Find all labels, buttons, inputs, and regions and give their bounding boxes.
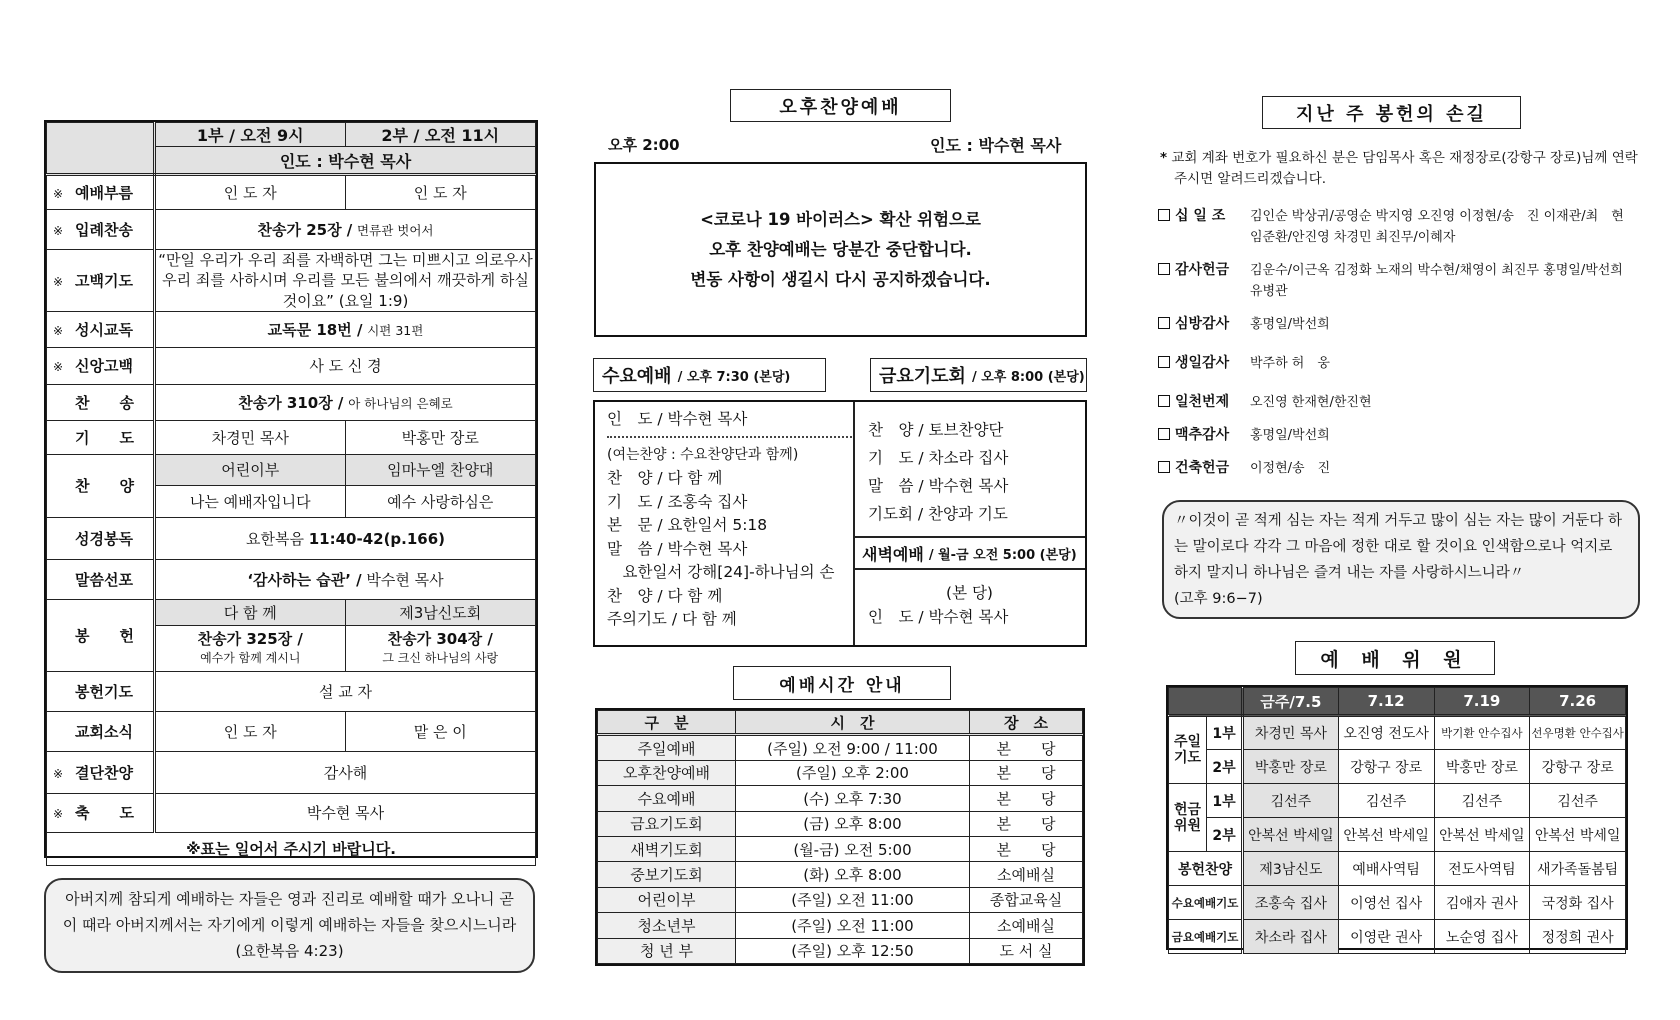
offering-names: 오진영 한재현/한진현: [1250, 395, 1372, 410]
staff-cell: 안복선 박세일: [1338, 818, 1434, 852]
row-label: ※ 결단찬양: [47, 751, 155, 793]
service-1-header: 1부 / 오전 9시: [155, 123, 346, 147]
schedule-row: [598, 862, 1083, 887]
staff-cell: 조홍숙 집사: [1243, 886, 1339, 920]
row-label: 찬 양: [47, 454, 155, 517]
row-label: 찬 송: [47, 384, 155, 420]
staff-cell: 이영선 집사: [1338, 886, 1434, 920]
afternoon-service-title: 오후찬양예배: [730, 89, 951, 122]
offering-names: 김운수/이근옥 김정화 노재의 박수현/채영이 최진무 홍명일/박선희 유병관: [1250, 263, 1623, 299]
dawn-place: (본 당): [946, 584, 993, 602]
cell: 다 함 께: [155, 599, 346, 625]
offering-item: [1158, 353, 1628, 374]
afternoon-time: 오후 2:00: [608, 136, 680, 154]
offering-names: 박주하 허 웅: [1250, 356, 1330, 371]
date-header: 7.12: [1338, 688, 1434, 716]
service-place: 본 당: [970, 735, 1083, 760]
part-label: 1부: [1207, 716, 1243, 750]
staff-row: [1169, 886, 1626, 920]
service-place: 소예배실: [970, 862, 1083, 887]
service-place: 본 당: [970, 760, 1083, 785]
offering-hands-title: 지난 주 봉헌의 손길: [1262, 96, 1521, 129]
staff-row: [1169, 852, 1626, 886]
row-label: 봉 헌: [47, 599, 155, 671]
service-place: 소예배실: [970, 913, 1083, 938]
service-place: 종합교육실: [970, 887, 1083, 912]
service-time: (주일) 오후 2:00: [736, 760, 970, 785]
cell: 요한복음 11:40-42(p.166): [155, 517, 536, 559]
offering-label: 심방감사: [1158, 314, 1250, 335]
row-label: 수요예배기도: [1169, 886, 1243, 920]
account-notice: * 교회 계좌 번호가 필요하신 분은 담임목사 혹은 재정장로(강항구 장로)님께 연락주시면 알려드리겠습니다.: [1160, 150, 1638, 187]
wednesday-friday-box: [593, 400, 1087, 647]
offering-label: 십 일 조: [1158, 206, 1250, 248]
corner-cell: [1169, 688, 1243, 716]
row-label: 교회소식: [47, 711, 155, 751]
afternoon-leader: 인도 : 박수현 목사: [930, 136, 1062, 155]
row-label: ※ 신앙고백: [47, 347, 155, 384]
row-label: 봉헌찬양: [1169, 852, 1243, 886]
cell: 임마누엘 찬양대: [345, 454, 536, 485]
date-header: 금주/7.5: [1243, 688, 1339, 716]
offering-label: 맥추감사: [1158, 425, 1250, 446]
staff-cell: 예배사역팀: [1338, 852, 1434, 886]
service-time: (주일) 오전 11:00: [736, 913, 970, 938]
row-label: ※ 입례찬송: [47, 210, 155, 250]
staff-cell: 김선주: [1338, 784, 1434, 818]
staff-cell: 박홍만 장로: [1243, 750, 1339, 784]
service-name: 금요기도회: [598, 811, 736, 836]
dawn-leader: 인 도 / 박수현 목사: [868, 608, 1009, 626]
staff-cell: 제3남신도: [1243, 852, 1339, 886]
offering-label: 일천번제: [1158, 392, 1250, 413]
service-name: 중보기도회: [598, 862, 736, 887]
offering-label: 건축헌금: [1158, 458, 1250, 479]
cell: 제3남신도회: [345, 599, 536, 625]
staff-cell: 새가족돌봄팀: [1530, 852, 1626, 886]
schedule-title: 예배시간 안내: [733, 666, 951, 700]
cell: 찬송가 304장 / 그 크신 하나님의 사랑: [345, 625, 536, 671]
row-label: ※ 고백기도: [47, 250, 155, 312]
staff-row: [1169, 818, 1626, 852]
staff-cell: 선우명환 안수집사: [1530, 716, 1626, 750]
cell: 어린이부: [155, 454, 346, 485]
header-cell: 시 간: [736, 711, 970, 735]
staff-cell: 노순영 집사: [1434, 920, 1530, 954]
part-label: 2부: [1207, 750, 1243, 784]
service-name: 주일예배: [598, 735, 736, 760]
confession-text: “만일 우리가 우리 죄를 자백하면 그는 미쁘시고 의로우사 우리 죄를 사하시며 우리를 모든 불의에서 깨끗하게 하실 것이요” (요일 1:9): [155, 250, 536, 312]
cell: 맡 은 이: [345, 711, 536, 751]
service-place: 도 서 실: [970, 938, 1083, 963]
service-place: 본 당: [970, 811, 1083, 836]
cell: ‘감사하는 습관’ / 박수현 목사: [155, 559, 536, 599]
row-label: 말씀선포: [47, 559, 155, 599]
offering-names: 홍명일/박선희: [1250, 428, 1330, 443]
cell: 인 도 자: [155, 175, 346, 210]
schedule-row: [598, 913, 1083, 938]
row-label: ※ 축 도: [47, 793, 155, 832]
schedule-row: [598, 887, 1083, 912]
service-time: (월-금) 오전 5:00: [736, 836, 970, 861]
staff-cell: 국정화 집사: [1530, 886, 1626, 920]
header-cell: 장 소: [970, 711, 1083, 735]
bible-verse-box: 아버지께 참되게 예배하는 자들은 영과 진리로 예배할 때가 오나니 곧 이 때라 아버지께서는 자기에게 이렇게 예배하는 자들을 찾으시느니라 (요한복음 4:23): [44, 878, 535, 973]
staff-cell: 차소라 집사: [1243, 920, 1339, 954]
staff-row: [1169, 920, 1626, 954]
row-label: ※ 성시교독: [47, 311, 155, 347]
service-time: (주일) 오후 12:50: [736, 938, 970, 963]
service-time: (금) 오후 8:00: [736, 811, 970, 836]
staff-cell: 강항구 장로: [1530, 750, 1626, 784]
date-header: 7.19: [1434, 688, 1530, 716]
schedule-row: [598, 760, 1083, 785]
row-label: 금요예배기도: [1169, 920, 1243, 954]
service-name: 청소년부: [598, 913, 736, 938]
schedule-row: [598, 735, 1083, 760]
scripture-box: 〃이것이 곧 적게 심는 자는 적게 거두고 많이 심는 자는 많이 거둔다 하는 말이로다 각각 그 마음에 정한 대로 할 것이요 인색함으로나 억지로 하지 말지니 하나님은 즐겨 내는 자를 사랑하시느니라〃 (고후 9:6−7): [1162, 500, 1640, 619]
offering-names: 김인순 박상귀/공영순 박지영 오진영 이정현/송 진 이재관/최 현 임준환/안진영 차경민 최진무/이혜자: [1250, 209, 1624, 245]
cell: 찬송가 325장 / 예수가 함께 계시니: [155, 625, 346, 671]
wednesday-header: 수요예배 / 오후 7:30 (본당): [593, 358, 826, 392]
service-time: (주일) 오전 9:00 / 11:00: [736, 735, 970, 760]
cell: 감사해: [155, 751, 536, 793]
offering-item: [1158, 260, 1628, 302]
schedule-row: [598, 836, 1083, 861]
service-name: 청 년 부: [598, 938, 736, 963]
notice-line: 변동 사항이 생길시 다시 공지하겠습니다.: [690, 269, 991, 289]
offering-label: 생일감사: [1158, 353, 1250, 374]
cell: 사 도 신 경: [155, 347, 536, 384]
wednesday-program: 인 도 / 박수현 목사 (여는찬양 : 수요찬양단과 함께) 찬 양 / 다 함 께 기 도 / 조홍숙 집사 본 문 / 요한일서 5:18 말 씀 / 박수현 목사 요한일서 강해[24]-하나님의 손 찬 양 / 다 함 께 주의기도 / 다 함 께: [607, 408, 855, 632]
dawn-header: 새벽예배 / 월-금 오전 5:00 (본당): [854, 536, 1085, 570]
cell: 찬송가 25장 / 면류관 벗어서: [155, 210, 536, 250]
service-name: 어린이부: [598, 887, 736, 912]
notice-line: 오후 찬양예배는 당분간 중단합니다.: [709, 239, 972, 259]
staff-row: [1169, 716, 1626, 750]
staff-cell: 오진영 전도사: [1338, 716, 1434, 750]
schedule-table: [595, 708, 1085, 966]
offering-item: [1158, 314, 1628, 335]
staff-cell: 차경민 목사: [1243, 716, 1339, 750]
group-label: 주일기도: [1169, 716, 1207, 784]
cell: 인 도 자: [155, 711, 346, 751]
service-time: (화) 오후 8:00: [736, 862, 970, 887]
service-place: 본 당: [970, 836, 1083, 861]
service-name: 오후찬양예배: [598, 760, 736, 785]
offering-item: [1158, 425, 1628, 446]
schedule-row: [598, 938, 1083, 963]
cell: 예수 사랑하심은: [345, 485, 536, 517]
staff-cell: 안복선 박세일: [1530, 818, 1626, 852]
service-time: (주일) 오전 11:00: [736, 887, 970, 912]
staff-cell: 박홍만 장로: [1434, 750, 1530, 784]
staff-cell: 안복선 박세일: [1243, 818, 1339, 852]
service-name: 수요예배: [598, 786, 736, 811]
cell: 차경민 목사: [155, 420, 346, 454]
row-label: 봉헌기도: [47, 671, 155, 711]
covid-notice-box: [594, 162, 1087, 337]
cell: 나는 예배자입니다: [155, 485, 346, 517]
schedule-row: [598, 786, 1083, 811]
staff-cell: 김선주: [1243, 784, 1339, 818]
staff-cell: 이영란 권사: [1338, 920, 1434, 954]
row-label: 성경봉독: [47, 517, 155, 559]
offering-names: 홍명일/박선희: [1250, 317, 1330, 332]
staff-cell: 정정희 권사: [1530, 920, 1626, 954]
cell: 인 도 자: [345, 175, 536, 210]
date-header: 7.26: [1530, 688, 1626, 716]
worship-order-table: [44, 120, 538, 858]
row-label: 기 도: [47, 420, 155, 454]
leader-header: 인도 : 박수현 목사: [155, 147, 536, 175]
standing-note: ※표는 일어서 주시기 바랍니다.: [47, 832, 536, 865]
staff-cell: 전도사역팀: [1434, 852, 1530, 886]
notice-line: <코로나 19 바이러스> 확산 위험으로: [700, 209, 981, 229]
staff-cell: 박기환 안수집사: [1434, 716, 1530, 750]
staff-table: [1166, 685, 1628, 950]
staff-cell: 김선주: [1434, 784, 1530, 818]
cell: 박수현 목사: [155, 793, 536, 832]
staff-title: 예 배 위 원: [1295, 641, 1495, 675]
header-cell: 구 분: [598, 711, 736, 735]
group-label: 헌금위원: [1169, 784, 1207, 852]
offering-names: 이정현/송 진: [1250, 461, 1331, 476]
part-label: 2부: [1207, 818, 1243, 852]
schedule-row: [598, 811, 1083, 836]
staff-cell: 김애자 권사: [1434, 886, 1530, 920]
part-label: 1부: [1207, 784, 1243, 818]
cell: 설 교 자: [155, 671, 536, 711]
staff-row: [1169, 784, 1626, 818]
offering-label: 감사헌금: [1158, 260, 1250, 302]
offering-item: [1158, 458, 1628, 479]
friday-program: 찬 양 / 토브찬양단 기 도 / 차소라 집사 말 씀 / 박수현 목사 기도회 / 찬양과 기도: [868, 421, 1009, 523]
service-name: 새벽기도회: [598, 836, 736, 861]
cell: 박홍만 장로: [345, 420, 536, 454]
cell: 찬송가 310장 / 아 하나님의 은혜로: [155, 384, 536, 420]
offering-item: [1158, 392, 1628, 413]
cell: 교독문 18번 / 시편 31편: [155, 311, 536, 347]
corner-cell: [47, 123, 155, 175]
service-place: 본 당: [970, 786, 1083, 811]
staff-row: [1169, 750, 1626, 784]
staff-cell: 강항구 장로: [1338, 750, 1434, 784]
staff-cell: 김선주: [1530, 784, 1626, 818]
service-time: (수) 오후 7:30: [736, 786, 970, 811]
friday-header: 금요기도회 / 오후 8:00 (본당): [870, 358, 1087, 392]
row-label: ※ 예배부름: [47, 175, 155, 210]
offering-item: [1158, 206, 1628, 248]
staff-cell: 안복선 박세일: [1434, 818, 1530, 852]
service-2-header: 2부 / 오전 11시: [345, 123, 536, 147]
